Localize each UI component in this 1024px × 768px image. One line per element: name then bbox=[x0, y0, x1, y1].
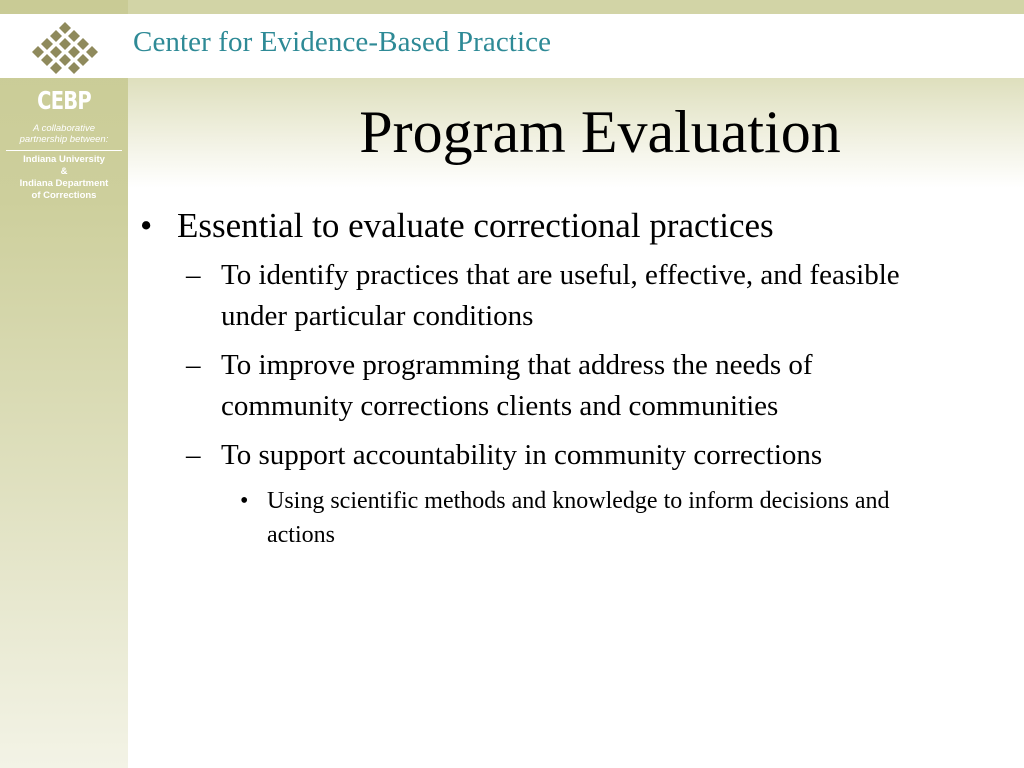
sub-bullet-text: To identify practices that are useful, effective, and feasible under particular conditions bbox=[221, 259, 900, 332]
partner-line: & bbox=[60, 166, 68, 177]
sidebar bbox=[0, 0, 128, 768]
dash-marker: – bbox=[186, 259, 201, 291]
sub-bullet-text: To support accountability in community corrections bbox=[221, 439, 823, 471]
top-stripe bbox=[0, 0, 1024, 14]
sidebar-acronym: CEBP bbox=[37, 86, 91, 115]
partner-line: Indiana Department bbox=[19, 178, 109, 189]
sub-bullet-item bbox=[136, 435, 921, 476]
sub-bullet-text: To improve programming that address the needs of community corrections clients and communities bbox=[221, 349, 813, 422]
sub-bullet-item bbox=[136, 345, 921, 427]
partners-list bbox=[0, 154, 128, 202]
bullet-text: Essential to evaluate correctional practices bbox=[177, 206, 774, 245]
dash-marker: – bbox=[186, 349, 201, 381]
org-name: Center for Evidence-Based Practice bbox=[133, 26, 552, 58]
partner-line: Indiana University bbox=[23, 154, 105, 165]
bullet-marker: • bbox=[240, 488, 249, 514]
collab-line: partnership between: bbox=[19, 134, 109, 145]
slide-title: Program Evaluation bbox=[359, 99, 841, 165]
dash-marker: – bbox=[186, 439, 201, 471]
partner-line: of Corrections bbox=[31, 190, 97, 201]
collab-line: A collaborative bbox=[33, 123, 95, 134]
bullet-marker: • bbox=[140, 206, 153, 245]
slide-content bbox=[136, 205, 936, 552]
sub-sub-bullet-text: Using scientific methods and knowledge to inform decisions and actions bbox=[267, 488, 890, 548]
sub-sub-bullet-item bbox=[136, 484, 917, 552]
sub-bullet-item bbox=[136, 255, 921, 337]
bullet-item bbox=[136, 205, 936, 247]
sidebar-divider bbox=[6, 150, 122, 151]
diamond-lattice-icon bbox=[30, 18, 100, 78]
collab-text bbox=[0, 123, 128, 145]
